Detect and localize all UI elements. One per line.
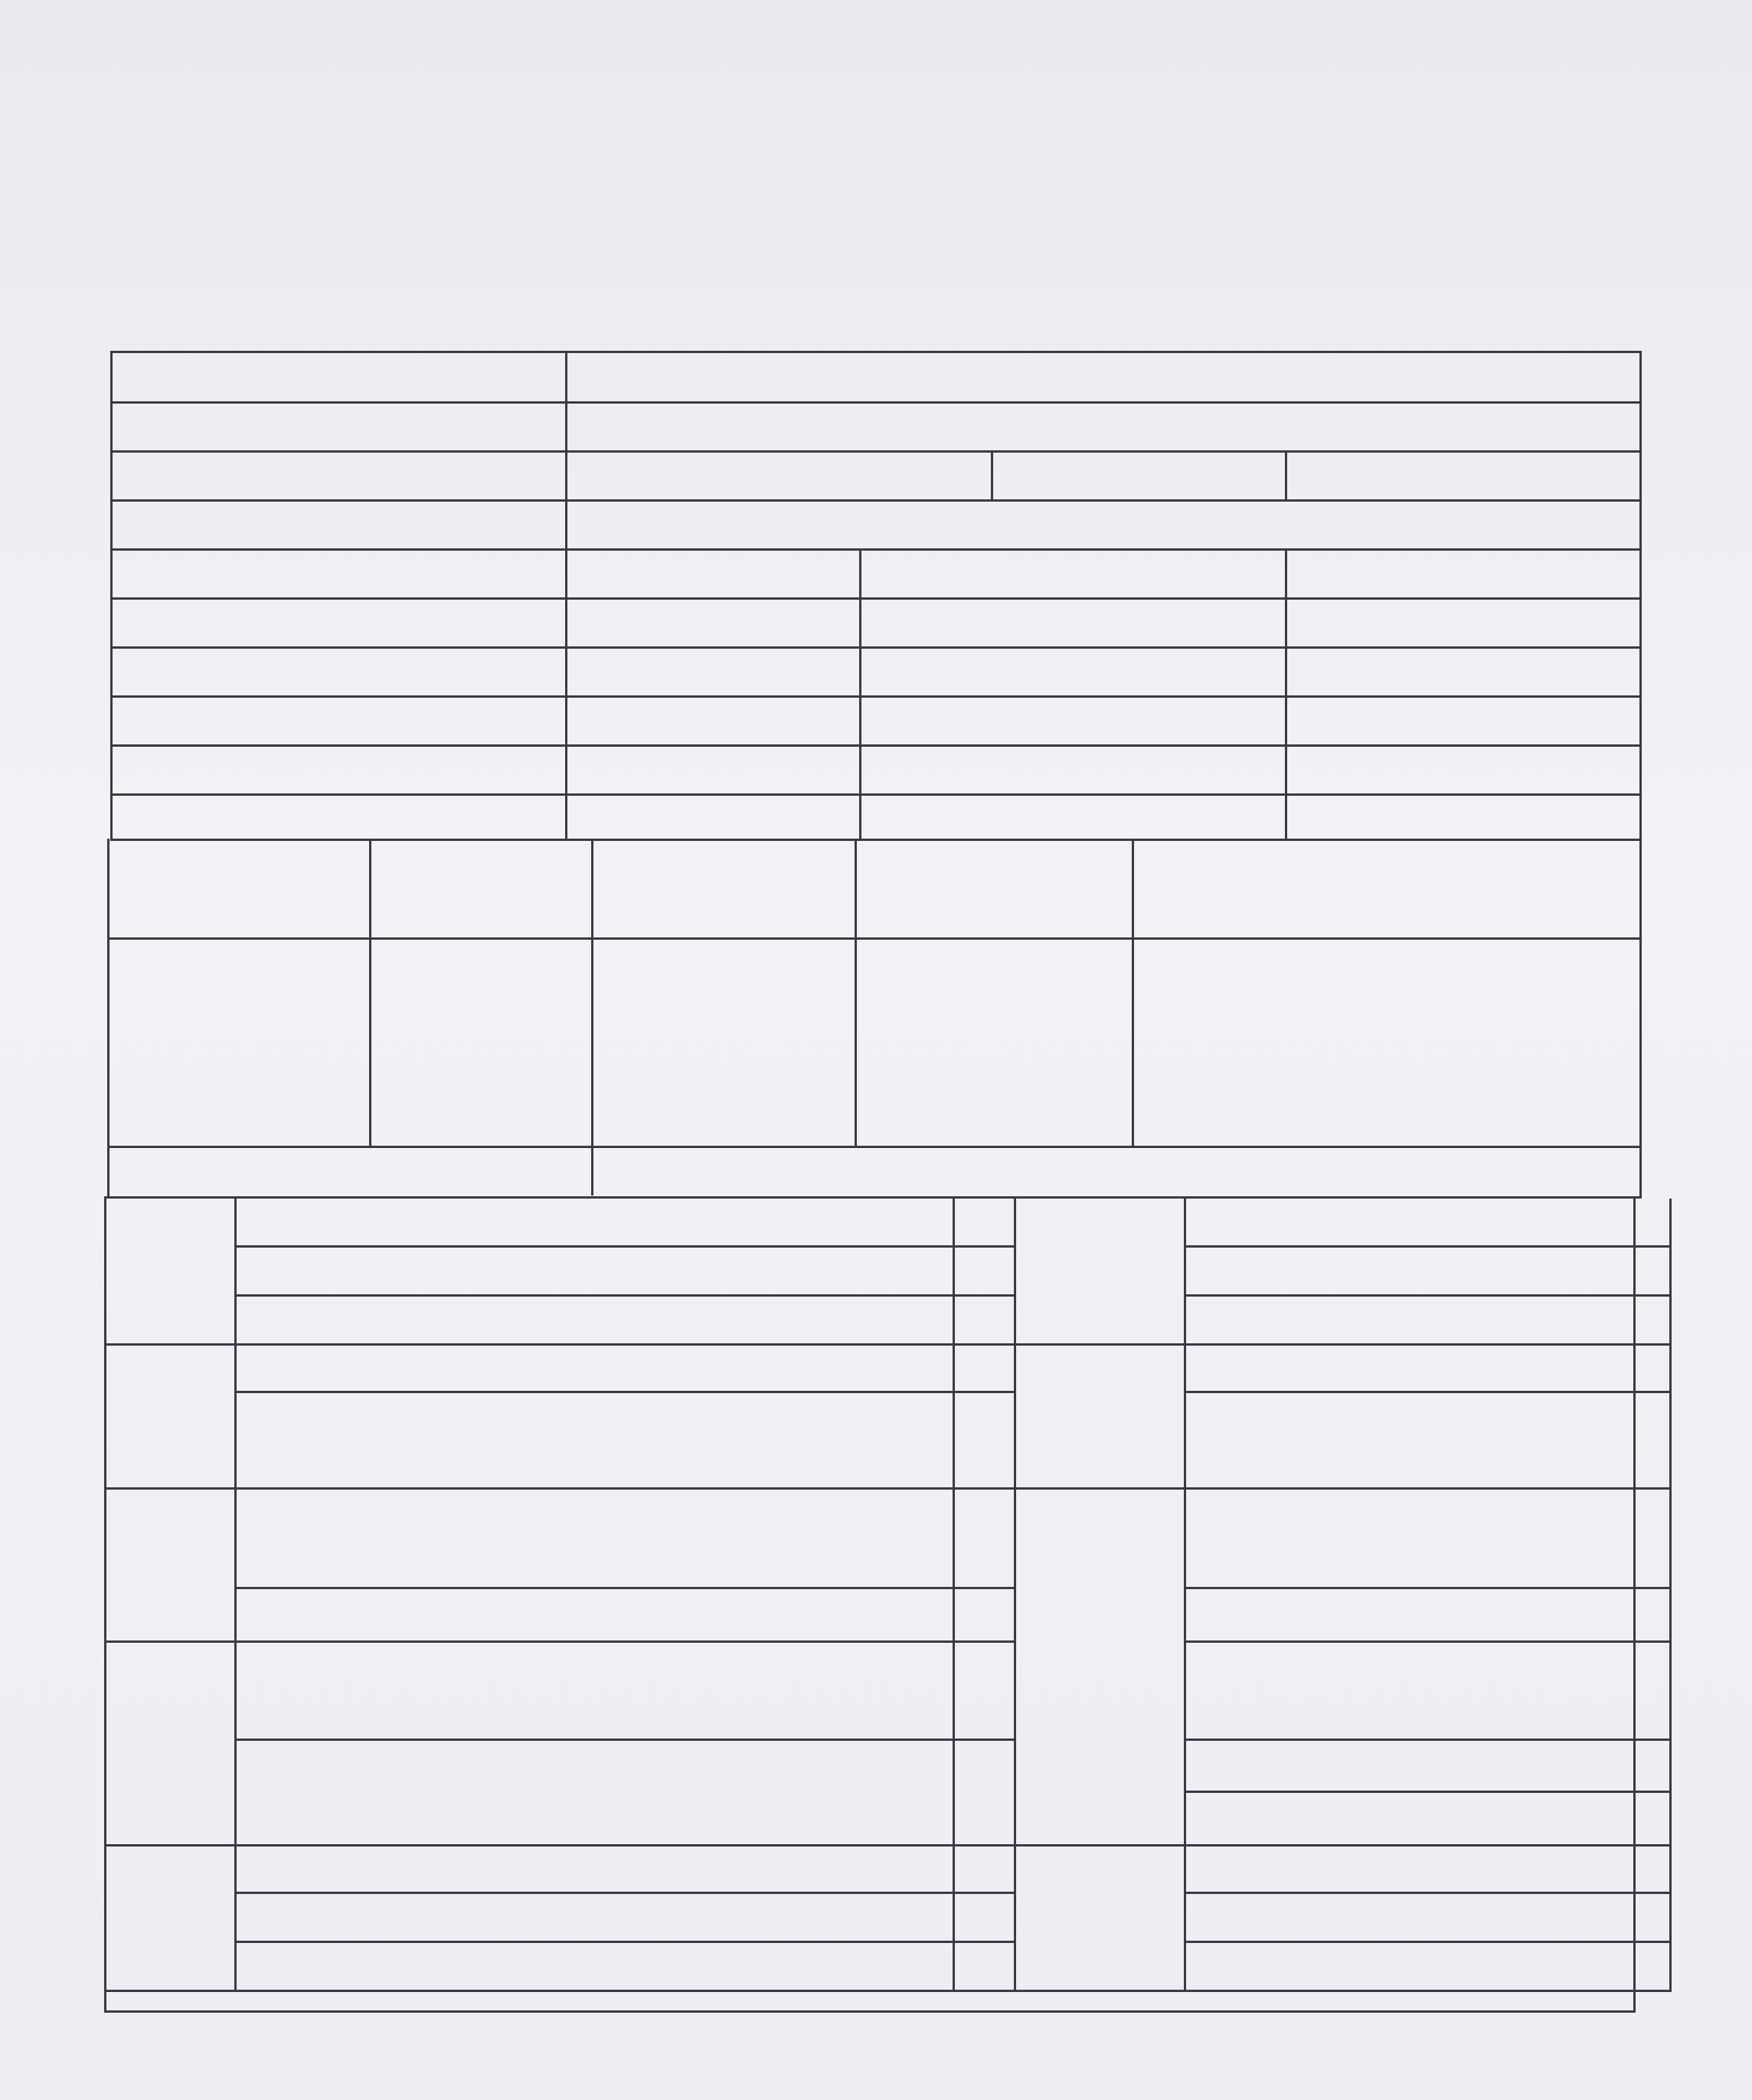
total-unit — [861, 796, 1287, 839]
check-value — [955, 1943, 1016, 1992]
check-item — [1186, 1846, 1672, 1894]
waste-header-amount — [567, 551, 861, 600]
section-label-9-1 — [106, 1199, 237, 1346]
table-row-code — [113, 600, 567, 649]
section-label-9-7 — [1016, 1490, 1186, 1846]
storage-table — [107, 839, 1642, 1199]
check-value — [955, 1248, 1016, 1297]
table-row-code — [113, 698, 567, 747]
process-label — [113, 502, 567, 551]
section-label-9-2 — [1016, 1199, 1186, 1346]
legal-person — [1211, 353, 1639, 404]
total-label — [113, 796, 567, 839]
table-row-amount — [567, 747, 861, 796]
section-label-9-5 — [106, 1490, 237, 1643]
eia-value — [593, 1148, 1639, 1196]
check-item — [1186, 1894, 1672, 1943]
standard-count — [371, 940, 593, 1148]
check-item — [1186, 1589, 1672, 1643]
industry-label — [993, 453, 1287, 502]
check-value — [955, 1589, 1016, 1643]
total-quantity — [1287, 796, 1639, 839]
table-row-amount — [567, 649, 861, 698]
section-label-9-3 — [106, 1346, 237, 1490]
check-item — [237, 1248, 955, 1297]
table-row-quantity — [1287, 649, 1639, 698]
check-item — [237, 1846, 955, 1894]
check-item — [237, 1741, 955, 1846]
waste-registration-table — [110, 351, 1642, 841]
check-item — [1186, 1490, 1672, 1589]
check-item — [237, 1589, 955, 1643]
check-item — [237, 1199, 955, 1248]
storage-amounts — [857, 940, 1134, 1148]
check-item — [237, 1393, 955, 1490]
check-item — [1186, 1346, 1672, 1393]
check-item — [1186, 1199, 1672, 1248]
table-row-code — [113, 649, 567, 698]
industry-value — [1287, 453, 1639, 502]
check-item — [237, 1346, 955, 1393]
contact-value — [567, 453, 993, 502]
address-value — [567, 404, 1639, 453]
unit-name-value — [567, 353, 1211, 404]
section-label-9-6 — [106, 1643, 237, 1846]
facility-count — [110, 940, 371, 1148]
check-item — [237, 1943, 955, 1992]
storage-header-standard — [371, 839, 593, 940]
table-row-quantity — [1287, 600, 1639, 649]
check-item — [1186, 1643, 1672, 1741]
section-label-9-9 — [1016, 1846, 1186, 1992]
table-row-unit — [861, 600, 1287, 649]
table-row-code — [113, 747, 567, 796]
address-label — [113, 404, 567, 453]
check-value — [1454, 1199, 1479, 1208]
table-row-unit — [861, 698, 1287, 747]
total-amount — [567, 796, 861, 839]
check-value — [955, 1643, 1016, 1741]
check-value — [955, 1741, 1016, 1846]
process-value — [567, 502, 1639, 551]
check-item — [1186, 1297, 1672, 1346]
check-item — [237, 1490, 955, 1589]
storage-header-standard-amount — [1134, 839, 1639, 940]
table-row-unit — [861, 649, 1287, 698]
storage-header-codes — [593, 839, 857, 940]
check-value — [955, 1346, 1016, 1393]
unit-name-label — [113, 353, 567, 404]
storage-standard-amounts — [1134, 940, 1639, 1148]
check-item — [1186, 1248, 1672, 1297]
check-value — [955, 1894, 1016, 1943]
table-row-unit — [861, 747, 1287, 796]
table-row-amount — [567, 698, 861, 747]
check-item — [1186, 1793, 1672, 1846]
table-row-quantity — [1287, 747, 1639, 796]
storage-header-amount — [857, 839, 1134, 940]
check-value — [955, 1393, 1016, 1490]
table-row-amount — [567, 600, 861, 649]
storage-codes — [593, 940, 857, 1148]
waste-header-unit — [861, 551, 1287, 600]
check-value — [955, 1199, 1016, 1248]
section-label-9-8 — [106, 1846, 237, 1992]
check-item — [1186, 1393, 1672, 1490]
check-item — [237, 1297, 955, 1346]
section-label-9-4 — [1016, 1346, 1186, 1490]
eia-label — [110, 1148, 593, 1196]
check-item — [1186, 1943, 1672, 1992]
waste-header-code — [113, 551, 567, 600]
check-item — [1186, 1741, 1672, 1793]
check-item — [237, 1894, 955, 1943]
check-value — [955, 1297, 1016, 1346]
check-value — [955, 1490, 1016, 1589]
check-value — [955, 1846, 1016, 1894]
checklist-table — [104, 1196, 1636, 2013]
table-row-quantity — [1287, 698, 1639, 747]
waste-header-quantity — [1287, 551, 1639, 600]
storage-header-facilities — [110, 839, 371, 940]
check-item — [237, 1643, 955, 1741]
contact-label — [113, 453, 567, 502]
